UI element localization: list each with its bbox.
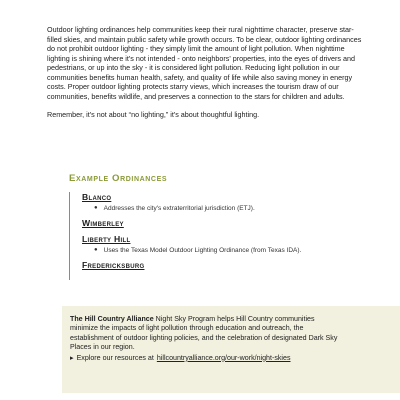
organization-name: The Hill Country Alliance: [70, 315, 154, 323]
link-prefix: Explore our resources at: [76, 353, 154, 362]
ordinance-list: [69, 192, 369, 280]
callout-link-line: [70, 354, 338, 363]
callout-text: [62, 306, 338, 363]
ordinance-item-liberty-hill: [82, 234, 369, 255]
ordinance-item-fredericksburg: [82, 260, 369, 271]
ordinance-link-liberty-hill[interactable]: Liberty Hill: [82, 234, 131, 244]
night-sky-program-callout: [62, 306, 400, 393]
ordinance-item-wimberley: [82, 218, 369, 229]
intro-reminder: Remember, it's not about “no lighting,” it's about thoughtful lighting.: [47, 110, 260, 120]
ordinance-note: [94, 204, 369, 213]
bullet-icon: ●: [94, 205, 98, 211]
bullet-icon: ●: [94, 247, 98, 253]
callout-body: [70, 315, 338, 353]
ordinance-item-blanco: [82, 192, 369, 213]
callout-description: Night Sky Program helps Hill Country communities minimize the impacts of light pollution through education and outreach, the establishment of outdoor lighting policies, and the celebration of designated Dark Sky Places in our region.: [70, 315, 338, 352]
intro-paragraph: Outdoor lighting ordinances help communities keep their rural nighttime character, preserve star-filled skies, and maintain public safety while growth occurs. To be clear, outdoor lighting ordinances do not prohibit outdoor lighting - they simply limit the amount of light pollution. When nighttime lighting is shining where it's not intended - onto neighbors' properties, into the eyes of drivers and pedestrians, or up into the sky - it is considered light pollution. Reducing light pollution in our communities benefits human health, safety, and quality of life while also saving money in energy costs. Proper outdoor lighting protects starry views, which increases the tourism draw of our communities, benefits wildlife, and preserves a connection to the stars for children and adults.: [47, 25, 362, 101]
ordinance-link-blanco[interactable]: Blanco: [82, 192, 112, 202]
ordinance-link-fredericksburg[interactable]: Fredericksburg: [82, 260, 145, 270]
ordinance-note-text: Addresses the city's extraterritorial jurisdiction (ETJ).: [103, 205, 255, 212]
ordinance-note: [94, 246, 369, 255]
ordinance-link-wimberley[interactable]: Wimberley: [82, 218, 124, 228]
night-skies-link[interactable]: hillcountryalliance.org/our-work/night-skies: [156, 353, 291, 362]
ordinance-note-text: Uses the Texas Model Outdoor Lighting Ordinance (from Texas IDA).: [103, 247, 302, 254]
examples-heading: Example Ordinances: [69, 173, 168, 184]
intro-section: [47, 25, 365, 120]
example-ordinances-section: [69, 173, 369, 280]
arrow-icon: ▸: [70, 353, 74, 362]
